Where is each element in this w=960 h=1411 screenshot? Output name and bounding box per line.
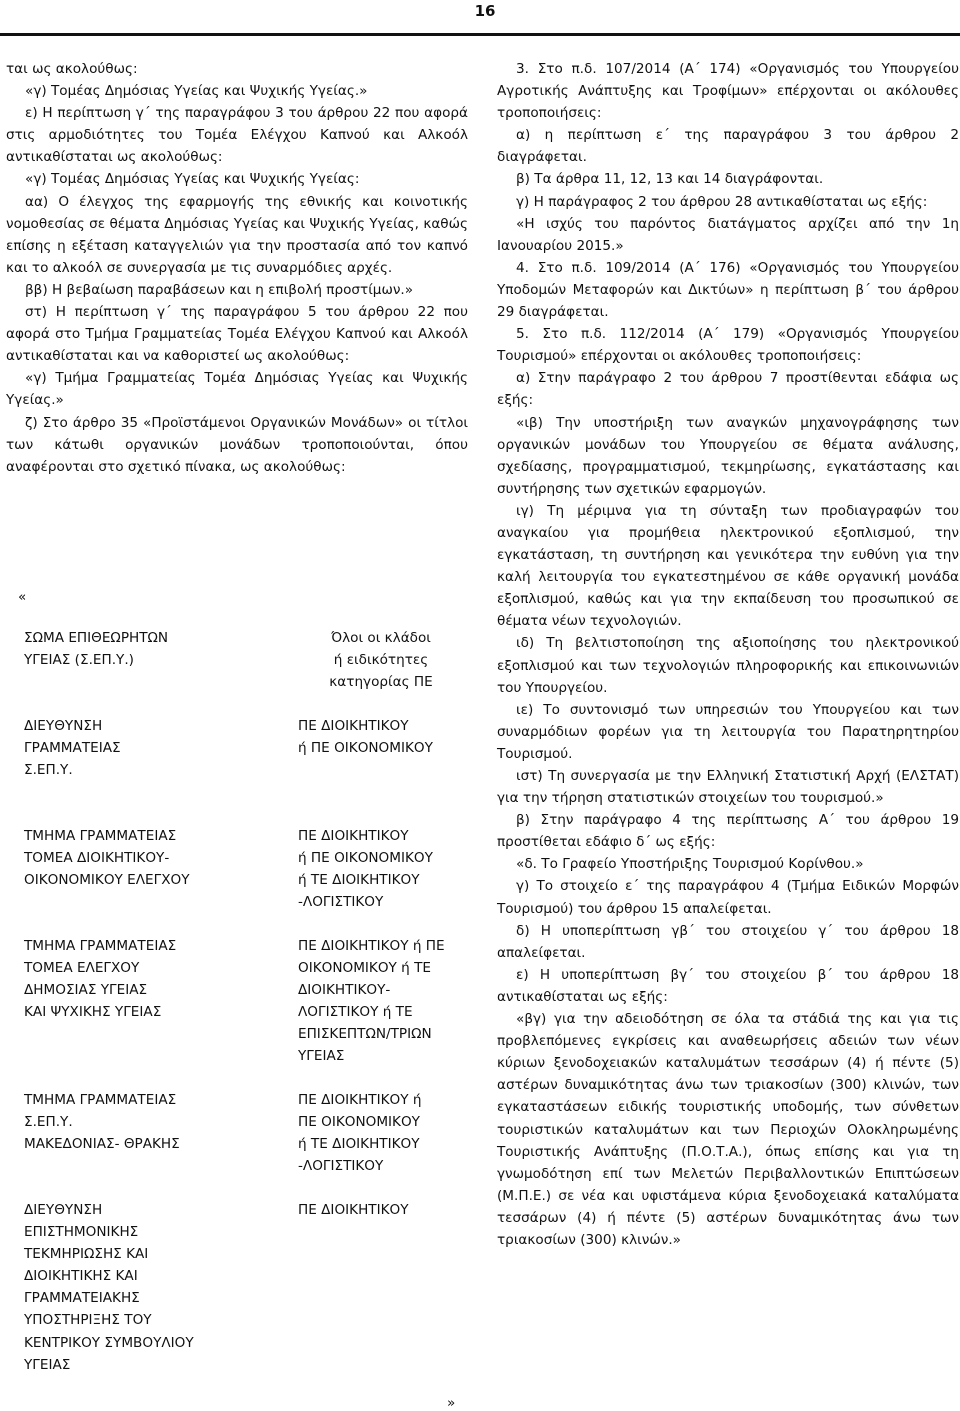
unit-line: ΣΩΜΑ ΕΠΙΘΕΩΡΗΤΩΝ [24,630,169,646]
paragraph: «ιβ) Την υποστήριξη των αναγκών μηχανογράφησης των οργανικών μονάδων του Υπουργείου σε θέματα ανάλυσης, σχεδίασης, προγραμματισμού, τεκμηρίωσης, εγκατάστασης και συντήρησης των σχετικών εφαρμογών. [497,414,959,497]
unit-line: ΤΟΜΕΑ ΕΛΕΓΧΟΥ [24,960,140,977]
unit-line: Σ.ΕΠ.Υ. [24,762,73,779]
unit-line: ΜΑΚΕΔΟΝΙΑΣ- ΘΡΑΚΗΣ [24,1136,180,1153]
unit-line: ΥΠΟΣΤΗΡΙΞΗΣ ΤΟΥ [24,1312,152,1329]
category-line: ΠΕ ΔΙΟΙΚΗΤΙΚΟΥ ή [298,1092,422,1108]
category-cell [298,1089,478,1177]
paragraph: ββ) Η βεβαίωση παραβάσεων και η επιβολή προστίμων.» [25,281,414,298]
paragraph: «Η ισχύς του παρόντος διατάγματος αρχίζει από την 1η Ιανουαρίου 2015.» [497,215,959,254]
paragraph: ιστ) Τη συνεργασία με την Ελληνική Στατιστική Αρχή (ΕΛΣΤΑΤ) για την τήρηση στατιστικών στοιχείων του τουρισμού.» [497,768,959,807]
category-line: ΠΕ ΔΙΟΙΚΗΤΙΚΟΥ ή ΠΕ [298,938,445,954]
paragraph: δ) Η υποπερίπτωση γβ΄ του στοιχείου γ΄ του άρθρου 18 απαλείφεται. [497,922,959,961]
paragraph: «βγ) για την αδειοδότηση σε όλα τα στάδιά της και για τις προβλεπόμενες εγκρίσεις και αναθεωρήσεις αδειών των νέων κύριων ξενοδοχειακών καταλυμάτων τεσσάρων (4) ή πέντε (5) αστέρων δυναμικότητας άνω των τριακοσίων (300) κλινών, των εγκαταστάσεων ειδικής τουριστικής υποδομής, των σύνθετων τουριστικών καταλυμάτων και των Περιοχών Ολοκληρωμένης Τουριστικής Ανάπτυξης (Π.Ο.Τ.Α.), όπως επίσης και για τη γνωμοδότηση επί των Μελετών Περιβαλλοντικών Επιπτώσεων (Μ.Π.Ε.) σε νέα και υφιστάμενα κύρια ξενοδοχειακά καταλύματα τεσσάρων (4) ή πέντε (5) αστέρων δυναμικότητας άνω των τριακοσίων (300) κλινών.» [497,1011,959,1248]
unit-line: ΤΜΗΜΑ ΓΡΑΜΜΑΤΕΙΑΣ [24,1092,177,1108]
category-line: κατηγορίας ΠΕ [329,674,433,691]
category-line: ή ΠΕ ΟΙΚΟΝΟΜΙΚΟΥ [298,850,433,867]
unit-line: ΔΙΕΥΘΥΝΣΗ [24,718,103,734]
unit-line: ΕΠΙΣΤΗΜΟΝΙΚΗΣ [24,1224,139,1241]
unit-line: ΓΡΑΜΜΑΤΕΙΑΚΗΣ [24,1290,140,1307]
paragraph: 4. Στο π.δ. 109/2014 (Α΄ 176) «Οργανισμός του Υπουργείου Υποδομών Μεταφορών και Δικτύων» η περίπτωση β΄ του άρθρου 29 διαγράφεται. [497,259,959,321]
unit-line: ΤΟΜΕΑ ΔΙΟΙΚΗΤΙΚΟΥ- [24,850,170,867]
paragraph: γ) Η παράγραφος 2 του άρθρου 28 αντικαθίσταται ως εξής: [516,193,928,210]
paragraph: β) Στην παράγραφο 4 της περίπτωσης Α΄ του άρθρου 19 προστίθεται εδάφιο δ΄ ως εξής: [497,812,959,851]
category-line: ΠΕ ΔΙΟΙΚΗΤΙΚΟΥ [298,828,409,844]
paragraph: β) Τα άρθρα 11, 12, 13 και 14 διαγράφονται. [516,171,824,188]
category-line: ΛΟΓΙΣΤΙΚΟΥ ή ΤΕ [298,1004,413,1021]
category-line: ή ΠΕ ΟΙΚΟΝΟΜΙΚΟΥ [298,740,433,757]
unit-cell [24,715,264,781]
unit-cell [24,1089,264,1155]
unit-line: ΤΕΚΜΗΡΙΩΣΗΣ ΚΑΙ [24,1246,149,1263]
category-line: -ΛΟΓΙΣΤΙΚΟΥ [298,894,384,911]
table-close-quote: » [447,1395,456,1411]
header-rule [0,33,960,36]
category-line: ΔΙΟΙΚΗΤΙΚΟΥ- [298,982,391,999]
category-line: ή ΤΕ ΔΙΟΙΚΗΤΙΚΟΥ [298,1136,420,1153]
category-line: ΟΙΚΟΝΟΜΙΚΟΥ ή ΤΕ [298,960,431,977]
paragraph: γ) Το στοιχείο ε΄ της παραγράφου 4 (Τμήμα Ειδικών Μορφών Τουρισμού) του άρθρου 15 απαλείφεται. [497,878,959,917]
unit-line: Σ.ΕΠ.Υ. [24,1114,73,1131]
paragraph: α) Στην παράγραφο 2 του άρθρου 7 προστίθενται εδάφια ως εξής: [497,370,959,409]
paragraph: στ) Η περίπτωση γ΄ της παραγράφου 5 του άρθρου 22 που αφορά στο Τμήμα Γραμματείας Τομέα Ελέγχου Καπνού και Αλκοόλ αντικαθίσταται και να καθοριστεί ως ακολούθως: [6,304,468,365]
paragraph: «γ) Τμήμα Γραμματείας Τομέα Δημόσιας Υγείας και Ψυχικής Υγείας.» [6,370,468,409]
left-column [6,58,468,478]
category-cell [298,825,478,913]
category-cell [298,715,478,759]
category-cell [291,627,471,693]
paragraph: ται ως ακολούθως: [6,61,138,77]
paragraph: «γ) Τομέας Δημόσιας Υγείας και Ψυχικής Υγείας.» [25,83,368,100]
unit-line: ΤΜΗΜΑ ΓΡΑΜΜΑΤΕΙΑΣ [24,828,177,844]
category-line: ή ειδικότητες [333,652,429,669]
paragraph: 5. Στο π.δ. 112/2014 (Α΄ 179) «Οργανισμός Υπουργείου Τουρισμού» επέρχονται οι ακόλουθες τροποποιήσεις: [497,326,959,365]
paragraph: ιε) Το συντονισμό των υπηρεσιών του Υπουργείου και των συναρμόδιων φορέων για τη λειτουργία του Παρατηρητηρίου Τουρισμού. [497,701,959,762]
right-column [497,58,959,1251]
unit-line: ΥΓΕΙΑΣ (Σ.ΕΠ.Υ.) [24,652,134,669]
table-open-quote: « [18,589,27,605]
paragraph: ε) Η υποπερίπτωση βγ΄ του στοιχείου β΄ του άρθρου 18 αντικαθίσταται ως εξής: [497,966,959,1005]
category-line: ΕΠΙΣΚΕΠΤΩΝ/ΤΡΙΩΝ [298,1026,432,1043]
paragraph: ε) Η περίπτωση γ΄ της παραγράφου 3 του άρθρου 22 που αφορά στις αρμοδιότητες του Τομέα Ελέγχου Καπνού και Αλκοόλ αντικαθίσταται ως ακολούθως: [6,105,468,166]
unit-line: ΥΓΕΙΑΣ [24,1356,71,1373]
unit-line: ΓΡΑΜΜΑΤΕΙΑΣ [24,740,121,757]
paragraph: «δ. Το Γραφείο Υποστήριξης Τουρισμού Κορίνθου.» [516,856,864,873]
unit-line: ΔΙΟΙΚΗΤΙΚΗΣ ΚΑΙ [24,1268,138,1285]
unit-line: ΟΙΚΟΝΟΜΙΚΟΥ ΕΛΕΓΧΟΥ [24,872,190,889]
paragraph: 3. Στο π.δ. 107/2014 (Α΄ 174) «Οργανισμός του Υπουργείου Αγροτικής Ανάπτυξης και Τροφίμων» επέρχονται οι ακόλουθες τροποποιήσεις: [497,61,959,122]
unit-line: ΔΙΕΥΘΥΝΣΗ [24,1202,103,1218]
unit-line: ΔΗΜΟΣΙΑΣ ΥΓΕΙΑΣ [24,982,148,999]
unit-line: ΤΜΗΜΑ ΓΡΑΜΜΑΤΕΙΑΣ [24,938,177,954]
category-line: ή ΤΕ ΔΙΟΙΚΗΤΙΚΟΥ [298,872,420,889]
paragraph: α) η περίπτωση ε΄ της παραγράφου 3 του άρθρου 2 διαγράφεται. [497,127,959,166]
paragraph: «γ) Τομέας Δημόσιας Υγείας και Ψυχικής Υγείας: [25,171,360,188]
category-line: -ΛΟΓΙΣΤΙΚΟΥ [298,1158,384,1175]
paragraph: αα) Ο έλεγχος της εφαρμογής της εθνικής και κοινοτικής νομοθεσίας σε θέματα Δημόσιας Υγείας και Ψυχικής Υγείας, καθώς επίσης η εξέταση καταγγελιών για την προστασία από τον καπνό και το αλκοόλ σε συνεργασία με τις συναρμόδιες αρχές. [6,193,468,276]
category-line: ΠΕ ΔΙΟΙΚΗΤΙΚΟΥ [298,1202,409,1218]
category-line: ΥΓΕΙΑΣ [298,1048,345,1065]
unit-cell [24,627,264,671]
category-line: ΠΕ ΟΙΚΟΝΟΜΙΚΟΥ [298,1114,420,1131]
category-line: Όλοι οι κλάδοι [331,630,431,646]
paragraph: ιγ) Τη μέριμνα για τη σύνταξη των προδιαγραφών του αναγκαίου για προμήθεια ηλεκτρονικού εξοπλισμού, την εγκατάσταση, τη συντήρηση και γενικότερα την ευθύνη για την καλή λειτουργία του εγκατεστημένου σε κάθε οργανική μονάδα εξοπλισμού, καθώς και για την εκπαίδευση του προσωπικού σε θέματα νέων τεχνολογιών. [497,502,959,630]
unit-line: ΚΕΝΤΡΙΚΟΥ ΣΥΜΒΟΥΛΙΟΥ [24,1334,194,1351]
page-number: 16 [474,2,496,20]
unit-line: ΚΑΙ ΨΥΧΙΚΗΣ ΥΓΕΙΑΣ [24,1004,162,1021]
unit-cell [24,935,264,1023]
paragraph: ιδ) Τη βελτιστοποίηση της αξιοποίησης του ηλεκτρονικού εξοπλισμού και των τεχνολογιών πληροφορικής και επικοινωνιών του Υπουργείου. [497,635,959,696]
category-line: ΠΕ ΔΙΟΙΚΗΤΙΚΟΥ [298,718,409,734]
unit-cell [24,1199,264,1376]
category-cell [298,935,478,1068]
paragraph: ζ) Στο άρθρο 35 «Προϊστάμενοι Οργανικών Μονάδων» οι τίτλοι των κάτωθι οργανικών μονάδων τροποποιούνται, όπου αναφέρονται στο σχετικό πίνακα, ως ακολούθως: [6,414,468,475]
category-cell [298,1199,478,1221]
unit-cell [24,825,264,891]
